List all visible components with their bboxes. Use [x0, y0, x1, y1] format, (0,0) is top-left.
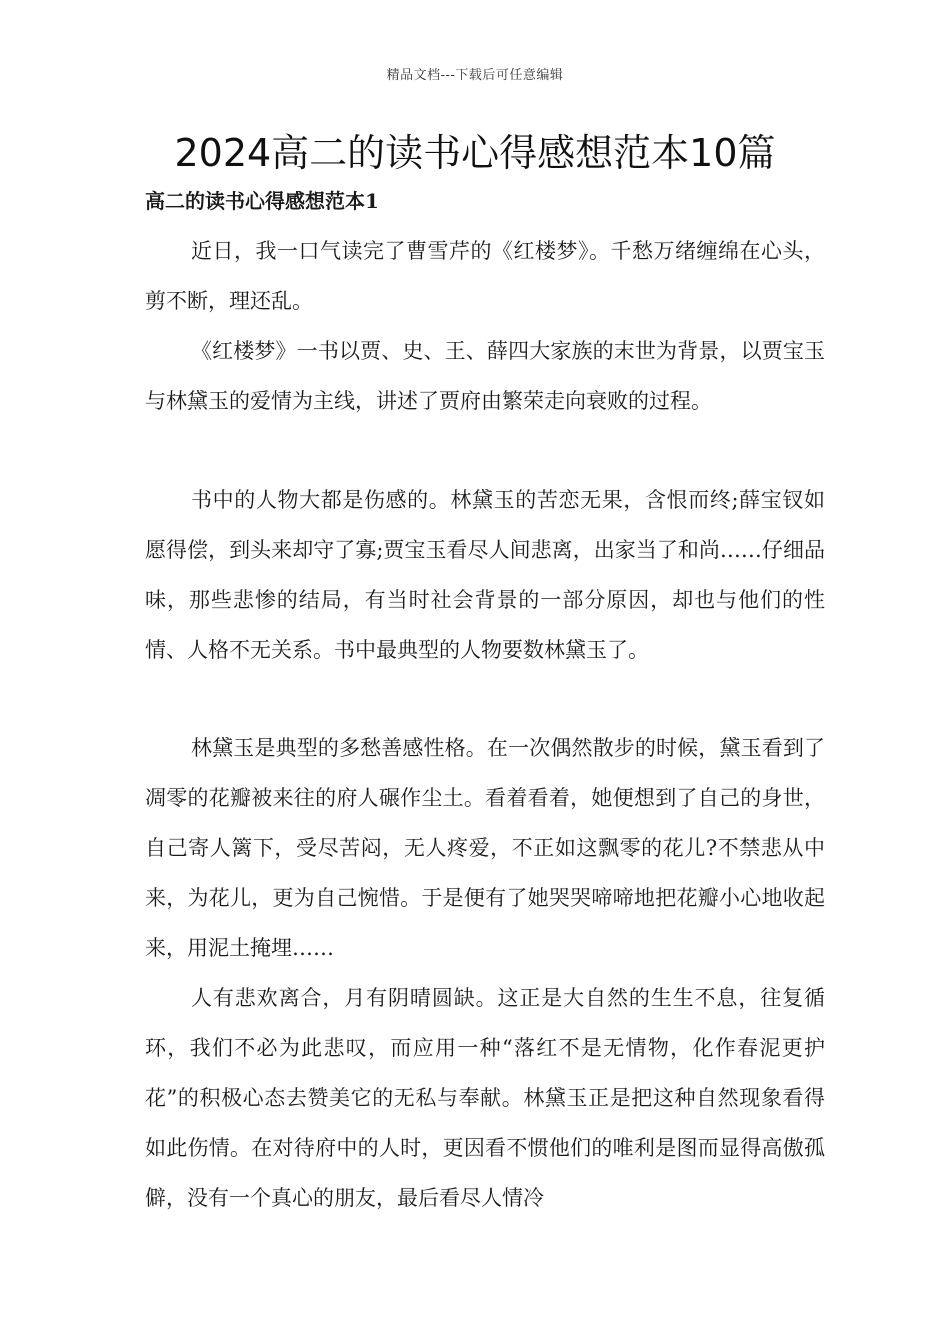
paragraph-1: 近日，我一口气读完了曹雪芹的《红楼梦》。千愁万绪缠绵在心头，剪不断，理还乱。	[145, 239, 825, 313]
document-title: 2024高二的读书心得感想范本10篇	[174, 131, 776, 175]
paragraph-4: 林黛玉是典型的多愁善感性格。在一次偶然散步的时候，黛玉看到了凋零的花瓣被来往的府人碾作尘土。看着看着，她便想到了自己的身世，自己寄人篱下，受尽苦闷，无人疼爱，不正如这飘零的花儿?不禁悲从中来，为花儿，更为自己惋惜。于是便有了她哭哭啼啼地把花瓣小心地收起来，用泥土掩埋……	[145, 736, 825, 960]
header-note: 精品文档---下载后可任意编辑	[386, 68, 564, 83]
paragraph-5: 人有悲欢离合，月有阴晴圆缺。这正是大自然的生生不息，往复循环，我们不必为此悲叹，而应用一种“落红不是无情物，化作春泥更护花”的积极心态去赞美它的无私与奉献。林黛玉正是把这种自然现象看得如此伤情。在对待府中的人时，更因看不惯他们的唯利是图而显得高傲孤僻，没有一个真心的朋友，最后看尽人情冷	[145, 986, 825, 1210]
paragraph-3: 书中的人物大都是伤感的。林黛玉的苦恋无果，含恨而终;薛宝钗如愿得偿，到头来却守了寡;贾宝玉看尽人间悲离，出家当了和尚……仔细品味，那些悲惨的结局，有当时社会背景的一部分原因，却也与他们的性情、人格不无关系。书中最典型的人物要数林黛玉了。	[145, 488, 825, 662]
section-title: 高二的读书心得感想范本1	[145, 189, 379, 213]
paragraph-2: 《红楼梦》一书以贾、史、王、薛四大家族的末世为背景，以贾宝玉与林黛玉的爱情为主线，讲述了贾府由繁荣走向衰败的过程。	[145, 339, 825, 413]
